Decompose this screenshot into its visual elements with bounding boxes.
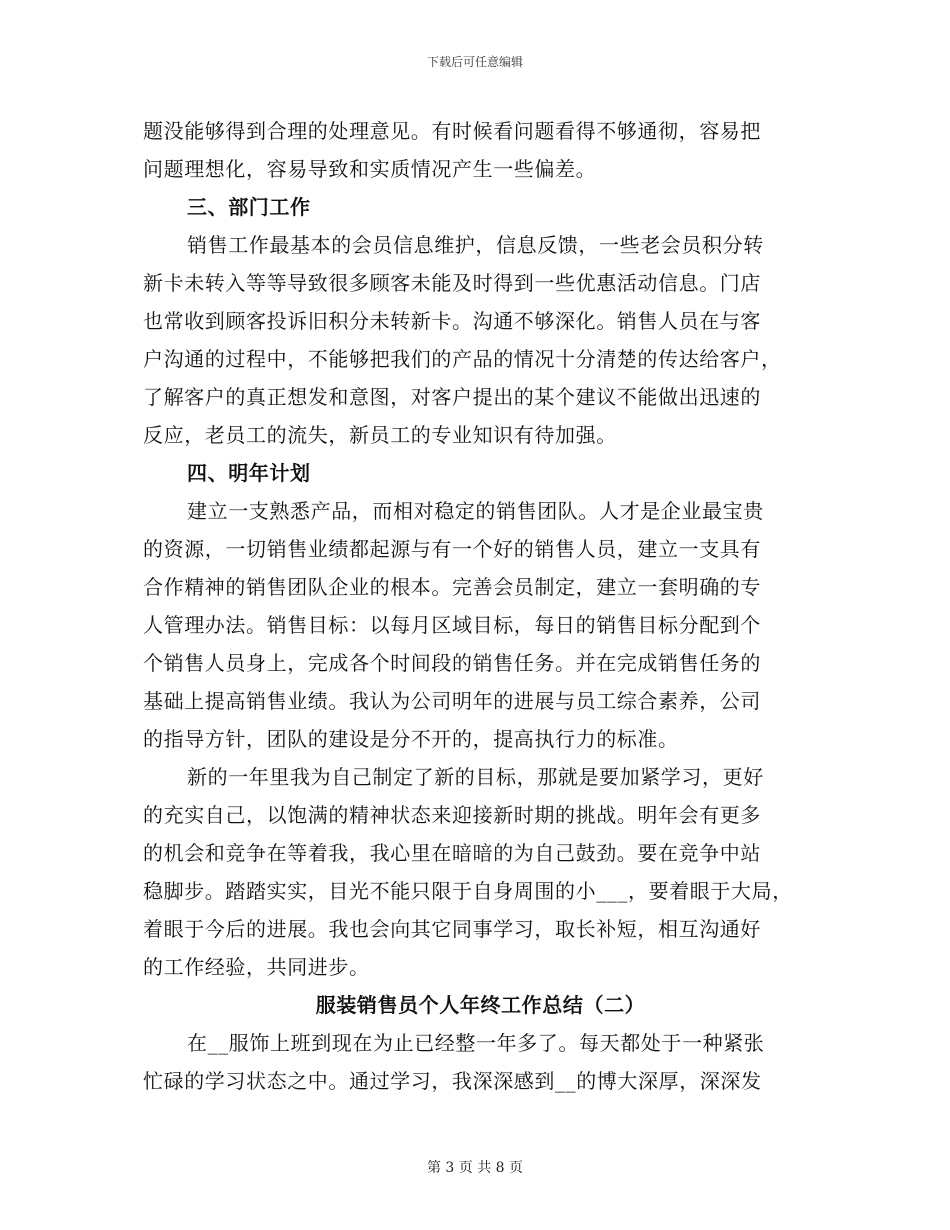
paragraph-line: 问题理想化，容易导致和实质情况产生一些偏差。 bbox=[143, 157, 597, 181]
paragraph-line: 了解客户的真正想发和意图，对客户提出的某个建议不能做出迅速的 bbox=[143, 385, 761, 409]
paragraph-line: 的指导方针，团队的建设是分不开的，提高执行力的标准。 bbox=[143, 727, 679, 751]
paragraph-line: 的充实自己，以饱满的精神状态来迎接新时期的挑战。明年会有更多 bbox=[143, 803, 761, 827]
paragraph-line: 基础上提高销售业绩。我认为公司明年的进展与员工综合素养，公司 bbox=[143, 689, 761, 713]
paragraph-line: 建立一支熟悉产品，而相对稳定的销售团队。人才是企业最宝贵 bbox=[187, 499, 764, 523]
paragraph-line: 题没能够得到合理的处理意见。有时候看问题看得不够通彻，容易把 bbox=[143, 119, 761, 143]
paragraph-line: 新的一年里我为自己制定了新的目标，那就是要加紧学习，更好 bbox=[187, 765, 764, 789]
paragraph-line: 的机会和竞争在等着我，我心里在暗暗的为自己鼓劲。要在竞争中站 bbox=[143, 841, 761, 865]
paragraph-line: 人管理办法。销售目标：以每月区域目标，每日的销售目标分配到个 bbox=[143, 613, 761, 637]
paragraph-line: 户沟通的过程中，不能够把我们的产品的情况十分清楚的传达给客户， bbox=[143, 347, 782, 371]
paragraph-line: 在__服饰上班到现在为止已经整一年多了。每天都处于一种紧张 bbox=[187, 1031, 765, 1055]
paragraph-line: 个销售人员身上，完成各个时间段的销售任务。并在完成销售任务的 bbox=[143, 651, 761, 675]
paragraph-line: 反应，老员工的流失，新员工的专业知识有待加强。 bbox=[143, 423, 617, 447]
paragraph-line: 的工作经验，共同进步。 bbox=[143, 955, 370, 979]
paragraph-line: 的资源，一切销售业绩都起源与有一个好的销售人员，建立一支具有 bbox=[143, 537, 761, 561]
article-title: 服装销售员个人年终工作总结（二） bbox=[315, 993, 646, 1017]
paragraph-line: 销售工作最基本的会员信息维护，信息反馈，一些老会员积分转 bbox=[187, 233, 764, 257]
paragraph-line: 新卡未转入等等导致很多顾客未能及时得到一些优惠活动信息。门店 bbox=[143, 271, 761, 295]
page-number-footer: 第 3 页 共 8 页 bbox=[426, 1160, 524, 1176]
section-heading-department-work: 三、部门工作 bbox=[187, 195, 311, 219]
page-header-note: 下载后可任意编辑 bbox=[426, 55, 523, 69]
paragraph-line: 也常收到顾客投诉旧积分未转新卡。沟通不够深化。销售人员在与客 bbox=[143, 309, 761, 333]
paragraph-line: 稳脚步。踏踏实实，目光不能只限于自身周围的小___，要着眼于大局， bbox=[143, 879, 793, 903]
document-body bbox=[143, 112, 818, 1100]
paragraph-line: 合作精神的销售团队企业的根本。完善会员制定，建立一套明确的专 bbox=[143, 575, 761, 599]
paragraph-line: 忙碌的学习状态之中。通过学习，我深深感到__的博大深厚，深深发 bbox=[143, 1069, 762, 1093]
paragraph-line: 着眼于今后的进展。我也会向其它同事学习，取长补短，相互沟通好 bbox=[143, 917, 761, 941]
section-heading-next-year-plan: 四、明年计划 bbox=[187, 461, 311, 485]
